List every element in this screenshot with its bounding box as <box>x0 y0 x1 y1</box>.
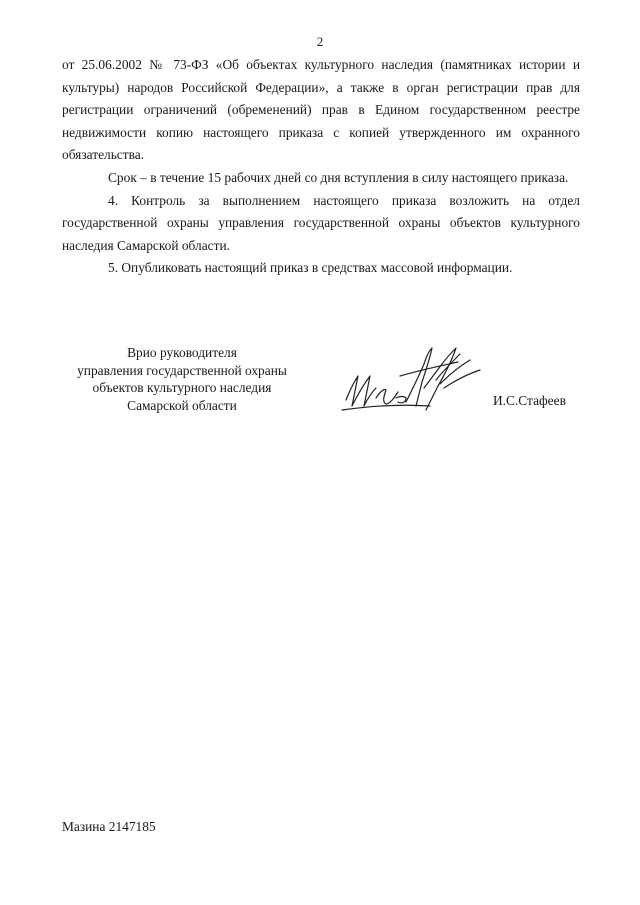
position-line: Врио руководителя <box>127 345 237 360</box>
position-line: объектов культурного наследия <box>92 380 272 395</box>
executor-info: Мазина 2147185 <box>62 819 156 834</box>
signatory-position <box>62 344 302 414</box>
paragraph-deadline: Срок – в течение 15 рабочих дней со дня вступления в силу настоящего приказа. <box>108 169 569 185</box>
document-body <box>62 54 580 280</box>
paragraph-item-4: 4. Контроль за выполнением настоящего приказа возложить на отдел государственной охраны управления государственной охраны объектов культурного наследия Самарской области. <box>62 192 580 253</box>
position-line: управления государственной охраны <box>77 362 287 378</box>
paragraph-continuation: от 25.06.2002 № 73-ФЗ «Об объектах культурного наследия (памятниках истории и культуры) народов Российской Федерации», а также в орган регистрации прав для регистрации ограничений (обременений) прав в Едином государственном реестре недвижимости копию настоящего приказа с копией утвержденного им охранного обязательства. <box>62 57 580 163</box>
signer-name: И.С.Стафеев <box>493 393 566 408</box>
position-line: Самарской области <box>127 397 237 413</box>
paragraph-item-5: 5. Опубликовать настоящий приказ в средствах массовой информации. <box>108 260 513 276</box>
page-number: 2 <box>316 34 324 49</box>
handwritten-signature <box>340 340 492 422</box>
